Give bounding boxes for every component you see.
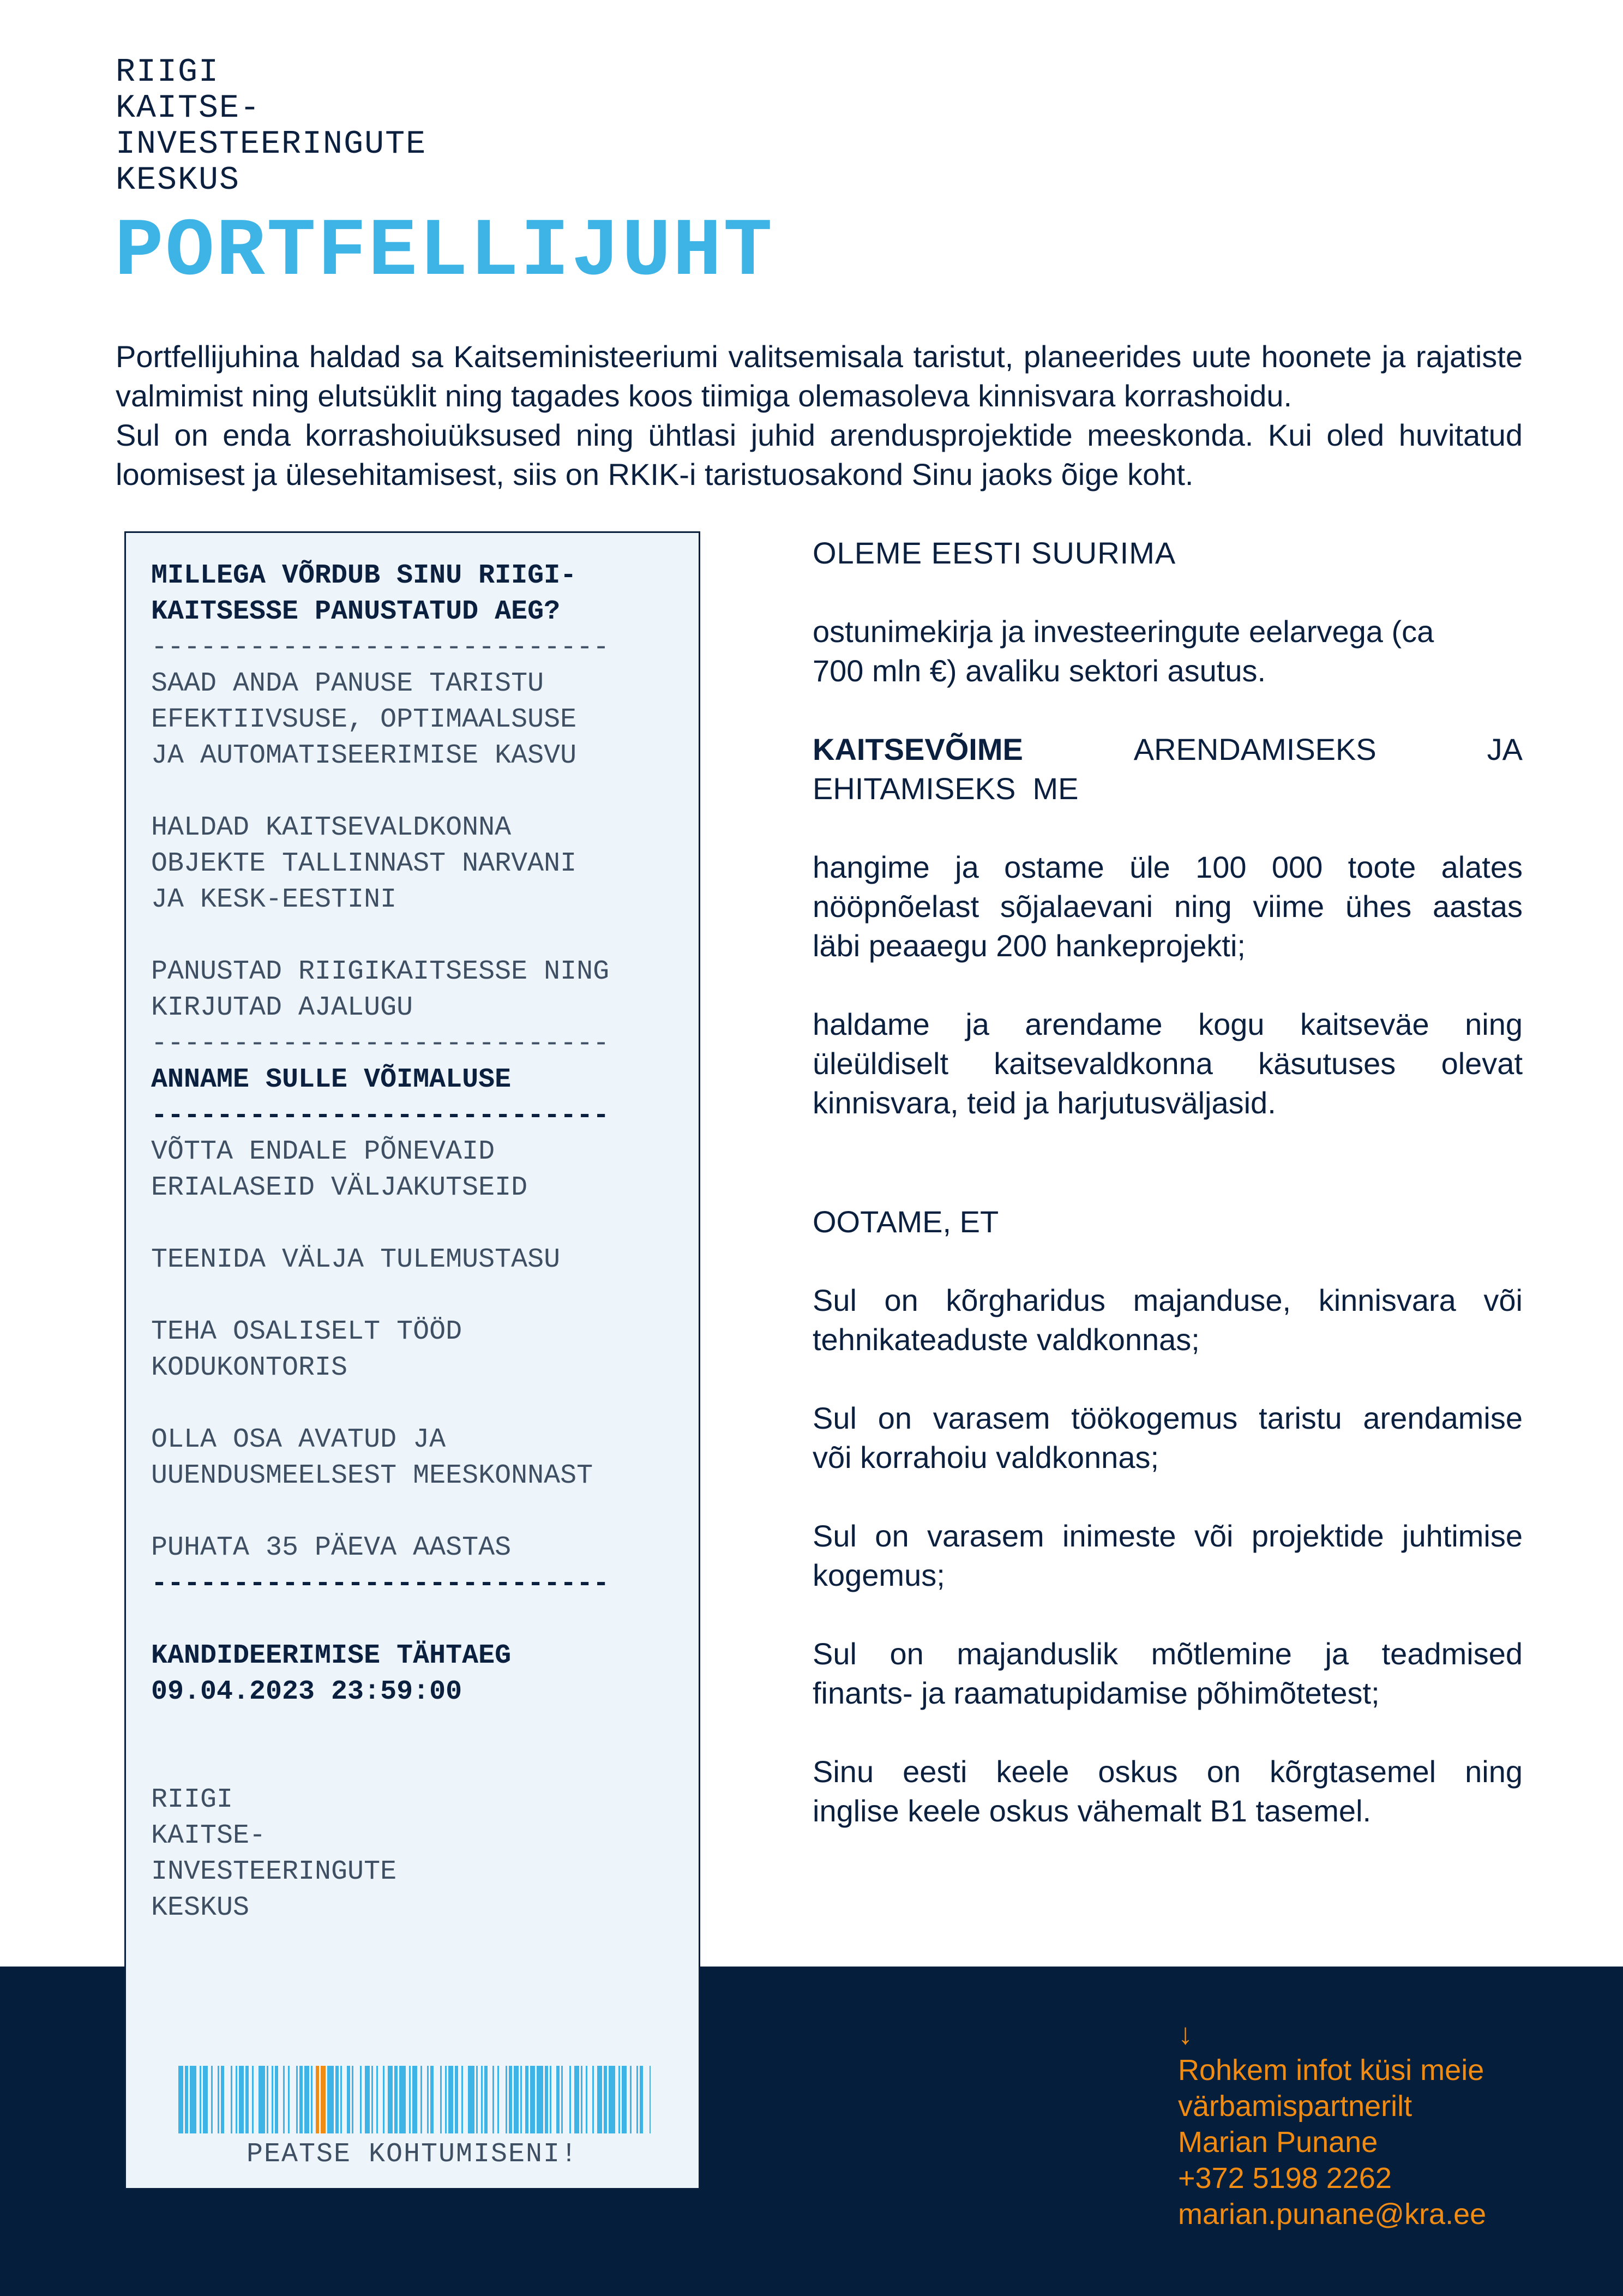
barcode-bar <box>492 2066 494 2133</box>
contact-phone[interactable]: +372 5198 2262 <box>1178 2162 1392 2195</box>
barcode-bar <box>236 2066 237 2133</box>
about-word: JA <box>1487 732 1523 766</box>
barcode-bar <box>203 2066 208 2133</box>
barcode-bar <box>509 2066 512 2133</box>
barcode-bar <box>455 2066 458 2133</box>
barcode-bar <box>311 2066 312 2133</box>
org-logo <box>116 55 426 199</box>
offer-line: ERIALASEID VÄLJAKUTSEID <box>151 1172 528 1203</box>
logo-line: RIIGI <box>116 54 220 91</box>
barcode-bar <box>484 2066 488 2133</box>
barcode-bar <box>506 2066 507 2133</box>
barcode-bar <box>609 2066 615 2133</box>
barcode-bar <box>530 2066 535 2133</box>
divider: ---------------------------- <box>151 1028 610 1059</box>
barcode-bar <box>630 2066 632 2133</box>
barcode-bar <box>352 2066 353 2133</box>
offer-line: VÕTTA ENDALE PÕNEVAID <box>151 1136 495 1167</box>
benefit-line: PANUSTAD RIIGIKAITSESSE NING <box>151 956 610 987</box>
barcode-bar <box>321 2066 326 2133</box>
barcode-bar <box>245 2066 249 2133</box>
barcode-bar <box>640 2066 643 2133</box>
about-word: ARENDAMISEKS <box>1133 732 1376 766</box>
requirement-line: Sul on varasem töökogemus taristu arendamise <box>813 1401 1523 1435</box>
requirement-line: Sul on majanduslik mõtlemine ja teadmised <box>813 1636 1523 1671</box>
barcode-bar <box>445 2066 447 2133</box>
barcode-bar <box>239 2066 244 2133</box>
divider: ---------------------------- <box>151 1100 610 1131</box>
logo-line: KESKUS <box>116 162 241 199</box>
offer-line: TEHA OSALISELT TÖÖD <box>151 1316 462 1347</box>
barcode-bar <box>211 2066 213 2133</box>
about-line: EHITAMISEKS ME <box>813 771 1079 806</box>
receipt-heading: KAITSESSE PANUSTATUD AEG? <box>151 596 561 627</box>
contact-block <box>1178 2016 1486 2232</box>
barcode-bar <box>371 2066 373 2133</box>
barcode-bar <box>550 2066 551 2133</box>
offer-line: KODUKONTORIS <box>151 1352 348 1383</box>
about-line: üleüldiselt kaitsevaldkonna käsutuses olevat <box>813 1046 1523 1081</box>
barcode-bar <box>581 2066 582 2133</box>
receipt-org-line: KESKUS <box>151 1892 250 1923</box>
barcode-bar <box>440 2066 442 2133</box>
barcode-bar <box>327 2066 334 2133</box>
benefit-line: JA KESK-EESTINI <box>151 884 397 915</box>
barcode-bar <box>200 2066 201 2133</box>
barcode-bar <box>360 2066 362 2133</box>
about-line <box>813 730 1523 769</box>
deadline-value: 09.04.2023 23:59:00 <box>151 1676 462 1707</box>
barcode-bar <box>597 2066 602 2133</box>
receipt-heading: MILLEGA VÕRDUB SINU RIIGI- <box>151 560 577 591</box>
benefit-line: EFEKTIIVSUSE, OPTIMAALSUSE <box>151 704 577 735</box>
intro-text <box>116 337 1523 494</box>
intro-paragraph: Portfellijuhina haldad sa Kaitseministeeriumi valitsemisala taristut, planeerides uute hoonete ja rajatiste valmimist ning elutsüklit ning tagades koos tiimiga olemasoleva kinnisvara korrashoidu. <box>116 339 1523 413</box>
barcode-bar <box>420 2066 422 2133</box>
barcode-bar <box>340 2066 342 2133</box>
barcode-bar <box>481 2066 483 2133</box>
barcode-bar <box>231 2066 232 2133</box>
receipt-farewell: PEATSE KOHTUMISENI! <box>246 2139 579 2170</box>
barcode-bar <box>409 2066 411 2133</box>
requirement-line: Sul on kõrgharidus majanduse, kinnisvara või <box>813 1283 1523 1317</box>
barcode-bar <box>650 2066 651 2133</box>
barcode-bar <box>178 2066 183 2133</box>
receipt-org-line: INVESTEERINGUTE <box>151 1856 397 1887</box>
page-title: PORTFELLIJUHT <box>115 206 774 299</box>
barcode-bar <box>412 2066 417 2133</box>
requirement-line: Sinu eesti keele oskus on kõrgtasemel ning <box>813 1754 1523 1789</box>
deadline-label: KANDIDEERIMISE TÄHTAEG <box>151 1640 512 1671</box>
offer-line: PUHATA 35 PÄEVA AASTAS <box>151 1532 512 1563</box>
barcode-bar <box>376 2066 378 2133</box>
benefit-line: KIRJUTAD AJALUGU <box>151 992 413 1023</box>
barcode-bar <box>383 2066 384 2133</box>
about-line: kinnisvara, teid ja harjutusväljasid. <box>813 1086 1276 1120</box>
benefit-line: SAAD ANDA PANUSE TARISTU <box>151 668 544 699</box>
barcode-bar <box>288 2066 290 2133</box>
requirement-line: tehnikateaduste valdkonnas; <box>813 1322 1200 1357</box>
barcode-bar <box>636 2066 638 2133</box>
barcode-bar <box>618 2066 620 2133</box>
barcode-bar <box>347 2066 350 2133</box>
barcode-bar <box>388 2066 393 2133</box>
barcode-bar <box>556 2066 560 2133</box>
barcode-bar <box>448 2066 453 2133</box>
requirement-line: inglise keele oskus vähemalt B1 tasemel. <box>813 1794 1372 1828</box>
barcode-bar <box>283 2066 285 2133</box>
barcode-bar <box>299 2066 303 2133</box>
about-line: nööpnõelast sõjalaevani ning viime ühes aastas <box>813 889 1523 924</box>
barcode-bar <box>537 2066 543 2133</box>
logo-line: INVESTEERINGUTE <box>116 126 427 163</box>
about-line: ostunimekirja ja investeeringute eelarvega (ca <box>813 614 1434 649</box>
about-title: OLEME EESTI SUURIMA <box>813 536 1176 570</box>
receipt-card <box>124 531 700 2190</box>
barcode-bar <box>525 2066 528 2133</box>
barcode-bar <box>259 2066 265 2133</box>
contact-line: värbamispartnerilt <box>1178 2090 1412 2123</box>
requirements-title: OOTAME, ET <box>813 1204 999 1239</box>
contact-line: Rohkem infot küsi meie <box>1178 2054 1484 2087</box>
barcode-bar <box>399 2066 406 2133</box>
barcode-bar <box>430 2066 434 2133</box>
about-line: hangime ja ostame üle 100 000 toote alates <box>813 850 1523 884</box>
barcode-bar <box>365 2066 370 2133</box>
barcode-bar <box>574 2066 579 2133</box>
contact-name: Marian Punane <box>1178 2126 1378 2159</box>
benefit-line: OBJEKTE TALLINNAST NARVANI <box>151 848 577 879</box>
benefit-line: HALDAD KAITSEVALDKONNA <box>151 812 512 843</box>
requirement-line: kogemus; <box>813 1558 945 1592</box>
requirement-line: Sul on varasem inimeste või projektide juhtimise <box>813 1519 1523 1553</box>
barcode-bar <box>476 2066 478 2133</box>
about-line: haldame ja arendame kogu kaitseväe ning <box>813 1007 1523 1041</box>
barcode-bar <box>427 2066 429 2133</box>
barcode-bar <box>520 2066 522 2133</box>
barcode-bar <box>461 2066 463 2133</box>
barcode-bar <box>316 2066 319 2133</box>
offer-heading: ANNAME SULLE VÕIMALUSE <box>151 1064 512 1095</box>
barcode-bar <box>497 2066 499 2133</box>
barcode-bar <box>514 2066 519 2133</box>
logo-line: KAITSE- <box>116 90 261 127</box>
barcode-bar <box>622 2066 627 2133</box>
barcode-bar <box>267 2066 268 2133</box>
barcode-bar <box>545 2066 548 2133</box>
barcode-bar <box>185 2066 188 2133</box>
divider: ---------------------------- <box>151 1568 610 1599</box>
divider: ---------------------------- <box>151 632 610 663</box>
requirement-line: või korrahoiu valdkonnas; <box>813 1440 1159 1474</box>
receipt-org-line: KAITSE- <box>151 1820 266 1851</box>
barcode-bar <box>604 2066 607 2133</box>
barcode-bar <box>335 2066 339 2133</box>
benefit-line: JA AUTOMATISEERIMISE KASVU <box>151 740 577 771</box>
barcode-bar <box>468 2066 474 2133</box>
barcode-bar <box>586 2066 587 2133</box>
barcode-bar <box>275 2066 278 2133</box>
offer-line: OLLA OSA AVATUD JA <box>151 1424 446 1455</box>
barcode-bar <box>394 2066 398 2133</box>
about-line: 700 mln €) avaliku sektori asutus. <box>813 654 1266 688</box>
barcode-bar <box>190 2066 196 2133</box>
intro-paragraph: Sul on enda korrashoiuüksused ning ühtlasi juhid arendusprojektide meeskonda. Kui oled huvitatud loomisest ja ülesehitamisest, siis on RKIK-i taristuosakond Sinu jaoks õige koht. <box>116 418 1523 491</box>
barcode-bar <box>592 2066 594 2133</box>
barcode-bar <box>569 2066 571 2133</box>
receipt-org-line: RIIGI <box>151 1784 233 1815</box>
barcode-bar <box>252 2066 254 2133</box>
barcode-bar <box>272 2066 273 2133</box>
barcode-bar <box>221 2066 224 2133</box>
about-line: läbi peaaegu 200 hankeprojekti; <box>813 928 1246 963</box>
offer-line: UUENDUSMEELSEST MEESKONNAST <box>151 1460 593 1491</box>
barcode-bar <box>561 2066 563 2133</box>
offer-line: TEENIDA VÄLJA TULEMUSTASU <box>151 1244 561 1275</box>
down-arrow-icon: ↓ <box>1178 2018 1193 2051</box>
requirement-line: finants- ja raamatupidamise põhimõtetest; <box>813 1676 1380 1710</box>
barcode-bar <box>296 2066 298 2133</box>
barcode-icon <box>178 2066 651 2133</box>
contact-email[interactable]: marian.punane@kra.ee <box>1178 2198 1487 2231</box>
about-keyword: KAITSEVÕIME <box>813 732 1023 766</box>
barcode-bar <box>218 2066 219 2133</box>
barcode-bar <box>304 2066 309 2133</box>
